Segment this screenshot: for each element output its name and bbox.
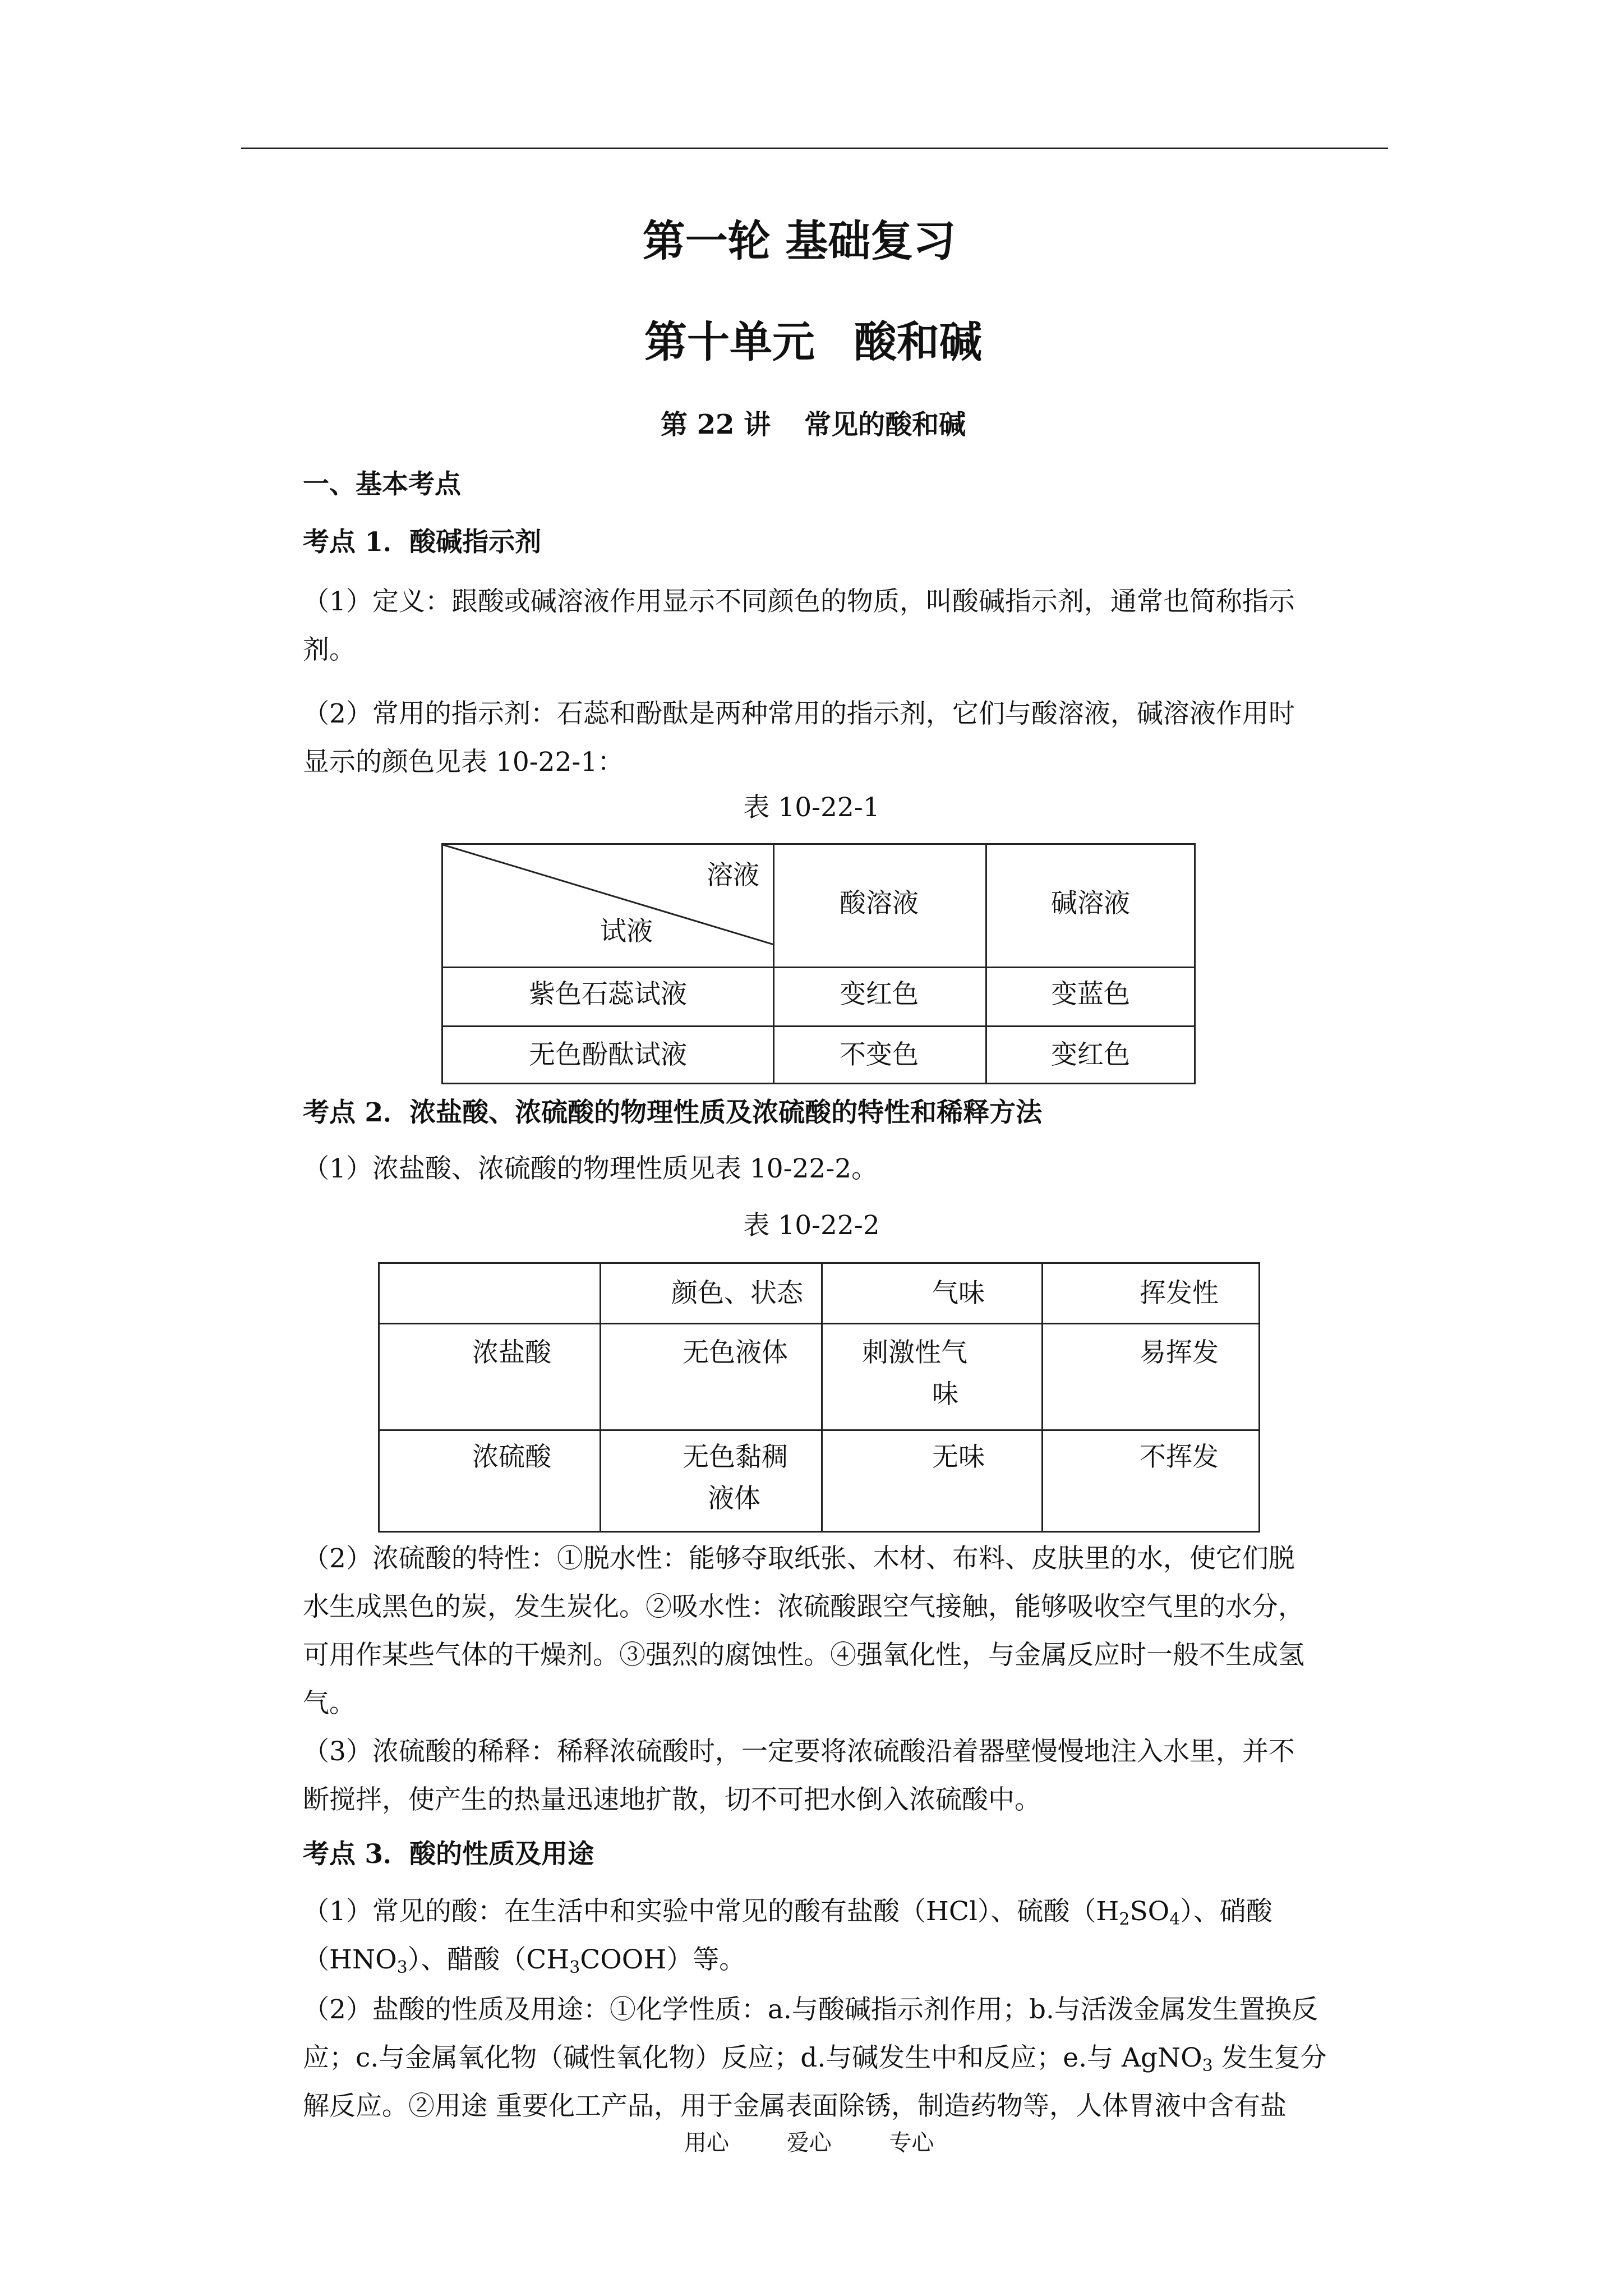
cell-h2so4-volatility: 不挥发 [1140, 1442, 1219, 1473]
kd2-paragraph-2: （2）浓硫酸的特性：①脱水性：能够夺取纸张、木材、布料、皮肤里的水，使它们脱 水生成黑色的炭，发生炭化。②吸水性：浓硫酸跟空气接触，能够吸收空气里的水分， 可用作某些气体的干燥剂。③强烈的腐蚀性。④强氧化性，与金属反应时一般不生成氢 气。 [303, 1543, 1304, 1719]
header-acid: 酸溶液 [840, 888, 919, 919]
footer-item: 专心 [889, 2130, 934, 2156]
table1-caption: 表 10-22-1 [743, 792, 880, 823]
kd3-paragraph-1: （1）常见的酸：在生活中和实验中常见的酸有盐酸（HCl）、硫酸$(H_2SO_4)$、硝酸 $(HNO_3)$、醋酸$(CH_3COOH)$等。 [303, 1896, 1272, 1977]
physical-properties-table [378, 1262, 1260, 1533]
footer-item: 爱心 [786, 2130, 832, 2156]
unit-number: 第十单元 [644, 317, 815, 367]
indicator-table [441, 843, 1196, 1084]
lecture-name: 常见的酸和碱 [804, 409, 966, 440]
cell-hcl-color: 无色液体 [683, 1337, 788, 1368]
cell-hcl-odor-1: 刺激性气 [862, 1337, 967, 1368]
kd3-paragraph-2: （2）盐酸的性质及用途：①化学性质：a.与酸碱指示剂作用；b.与活泼金属发生置换反 应；c.与金属氧化物（碱性氧化物）反应；d.与碱发生中和反应；e.与 AgNO$_3$ 发生复分 解反应。②用途 重要化工产品，用于金属表面除锈，制造药物等，人体胃液中含有盐 [303, 1994, 1327, 2122]
header-solution: 溶液 [707, 860, 759, 891]
table2-caption: 表 10-22-2 [743, 1210, 880, 1241]
cell-litmus-acid: 变红色 [840, 979, 919, 1010]
cell-hcl-odor-2: 味 [932, 1379, 958, 1410]
footer-item: 用心 [684, 2130, 729, 2156]
page-footer [684, 2126, 984, 2160]
cell-hcl-volatility: 易挥发 [1140, 1337, 1219, 1368]
header-volatility: 挥发性 [1140, 1278, 1219, 1309]
kd2-paragraph-3: （3）浓硫酸的稀释：稀释浓硫酸时，一定要将浓硫酸沿着器壁慢慢地注入水里，并不 断搅拌，使产生的热量迅速地扩散，切不可把水倒入浓硫酸中。 [303, 1736, 1295, 1815]
header-base: 碱溶液 [1051, 888, 1130, 919]
lecture-number: 第 22 讲 [660, 409, 771, 440]
kd1-paragraph-2: （2）常用的指示剂：石蕊和酚酞是两种常用的指示剂，它们与酸溶液，碱溶液作用时 显示的颜色见表 10-22-1： [303, 698, 1295, 777]
cell-litmus: 紫色石蕊试液 [529, 979, 687, 1010]
unit-title [589, 311, 1038, 373]
kd2-paragraph-1: （1）浓盐酸、浓硫酸的物理性质见表 10-22-2。 [303, 1153, 878, 1184]
header-rule [241, 148, 1388, 149]
cell-phenol-acid: 不变色 [840, 1039, 919, 1070]
cell-phenol-base: 变红色 [1051, 1039, 1130, 1070]
cell-h2so4-color-2: 液体 [708, 1483, 760, 1514]
kd1-paragraph-1: （1）定义：跟酸或碱溶液作用显示不同颜色的物质，叫酸碱指示剂，通常也简称指示 剂。 [303, 586, 1295, 665]
section-heading: 一、基本考点 [303, 469, 461, 500]
cell-litmus-base: 变蓝色 [1051, 979, 1130, 1010]
header-color-state: 颜色、状态 [671, 1278, 803, 1309]
page-title: 第一轮 基础复习 [642, 216, 956, 266]
cell-h2so4-color-1: 无色黏稠 [683, 1442, 788, 1473]
header-reagent: 试液 [600, 916, 653, 947]
header-odor: 气味 [932, 1278, 985, 1309]
unit-name: 酸和碱 [854, 317, 982, 367]
cell-h2so4-odor: 无味 [932, 1442, 985, 1473]
cell-phenol: 无色酚酞试液 [529, 1039, 687, 1070]
kd3-heading: 考点 3．酸的性质及用途 [303, 1839, 594, 1870]
cell-hcl: 浓盐酸 [472, 1337, 551, 1368]
cell-h2so4: 浓硫酸 [472, 1442, 551, 1473]
kd1-heading: 考点 1．酸碱指示剂 [303, 527, 542, 558]
lecture-title [617, 405, 1009, 444]
kd2-heading: 考点 2．浓盐酸、浓硫酸的物理性质及浓硫酸的特性和稀释方法 [303, 1097, 1043, 1128]
